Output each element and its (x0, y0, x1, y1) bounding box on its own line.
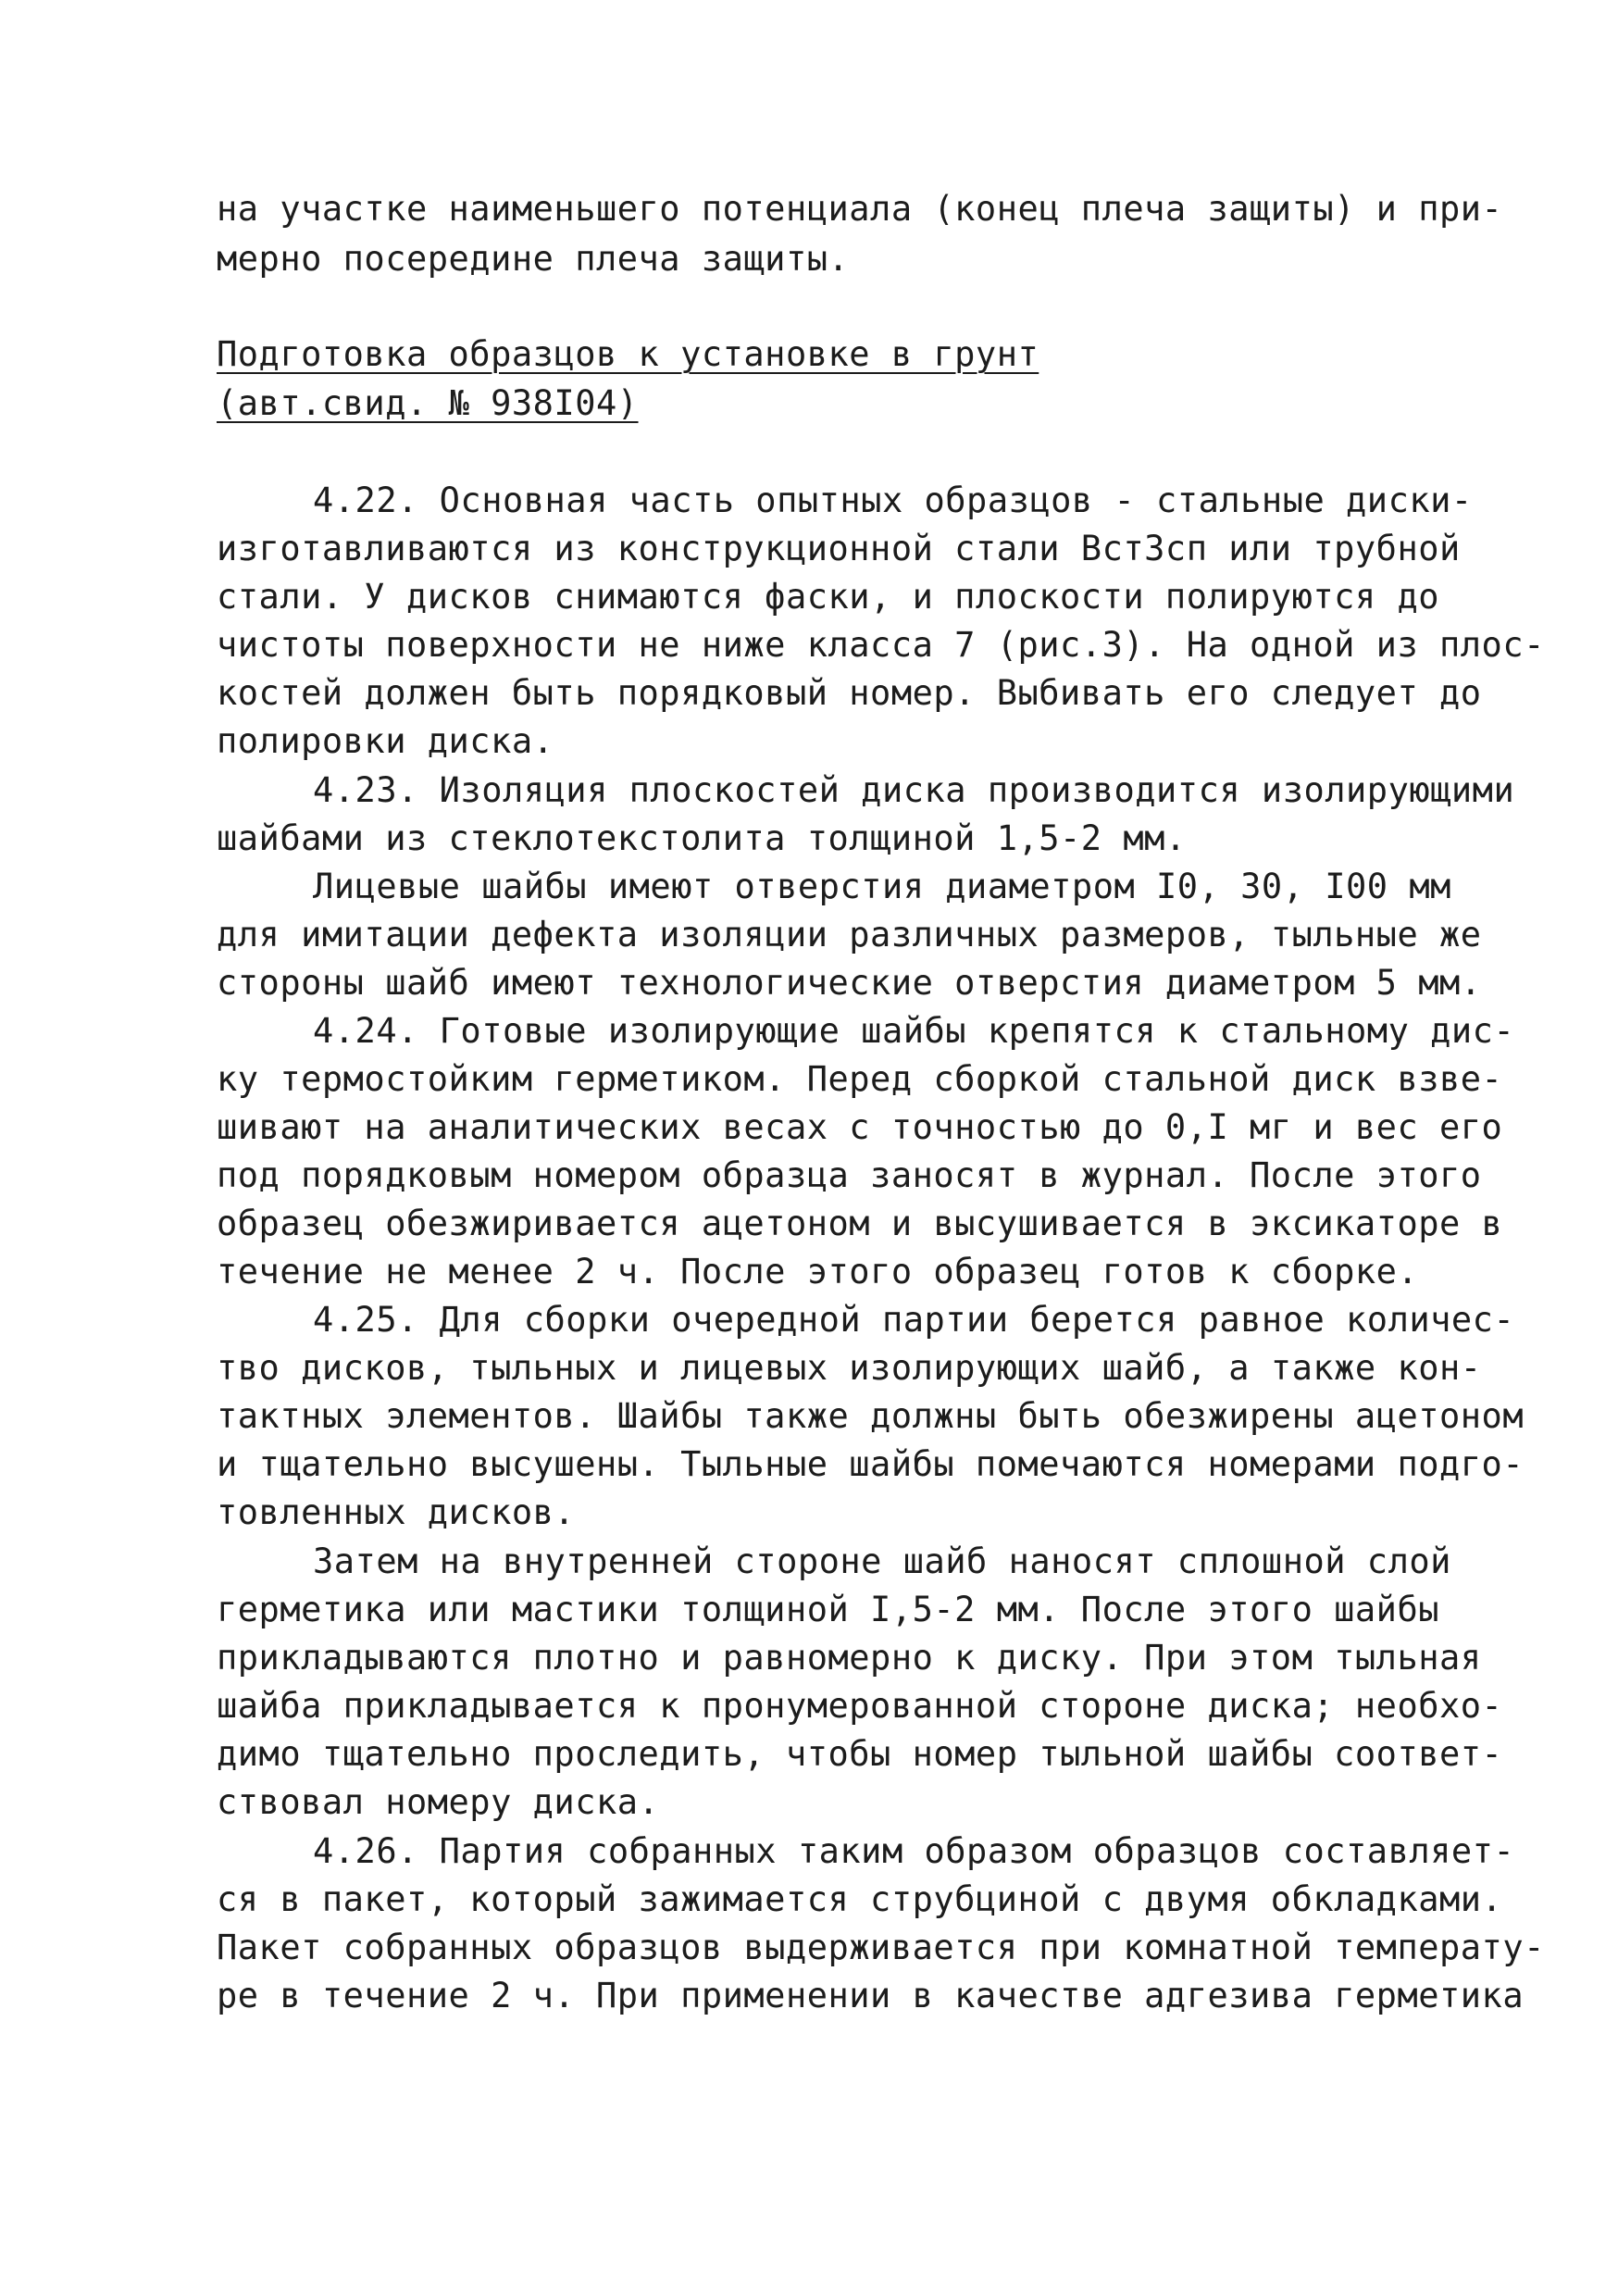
paragraph-4-26-line: ре в течение 2 ч. При применении в качестве адгезива герметика (217, 1976, 1525, 2015)
paragraph-4-25-line: товленных дисков. (217, 1492, 576, 1532)
section-heading-reference: (авт.свид. № 938I04) (217, 383, 639, 423)
text-line: мерно посередине плеча защиты. (217, 239, 850, 279)
paragraph-4-23-line: Лицевые шайбы имеют отверстия диаметром I0, 30, I00 мм (313, 867, 1451, 906)
paragraph-4-24-line: под порядковым номером образца заносят в журнал. После этого (217, 1155, 1482, 1195)
paragraph-assembly-line: ствовал номеру диска. (217, 1782, 660, 1822)
paragraph-4-22-line: полировки диска. (217, 721, 554, 761)
paragraph-4-23-line: для имитации дефекта изоляции различных размеров, тыльные же (217, 915, 1482, 955)
paragraph-assembly-line: Затем на внутренней стороне шайб наносят сплошной слой (313, 1541, 1451, 1581)
paragraph-4-22-line: стали. У дисков снимаются фаски, и плоскости полируются до (217, 577, 1440, 617)
paragraph-4-25-line: и тщательно высушены. Тыльные шайбы помечаются номерами подго- (217, 1444, 1525, 1484)
paragraph-4-24-line: течение не менее 2 ч. После этого образец готов к сборке. (217, 1252, 1419, 1292)
paragraph-4-24-line: ку термостойким герметиком. Перед сборкой стальной диск взве- (217, 1059, 1503, 1099)
paragraph-4-25-line: тактных элементов. Шайбы также должны быть обезжирены ацетоном (217, 1396, 1525, 1436)
paragraph-assembly-line: шайба прикладывается к пронумерованной стороне диска; необхо- (217, 1686, 1503, 1726)
paragraph-4-26-line: ся в пакет, который зажимается струбциной с двумя обкладками. (217, 1879, 1503, 1919)
paragraph-assembly-line: герметика или мастики толщиной I,5-2 мм. После этого шайбы (217, 1590, 1440, 1629)
paragraph-4-22-line: 4.22. Основная часть опытных образцов - стальные диски- (313, 480, 1473, 520)
section-heading: Подготовка образцов к установке в грунт (217, 334, 1039, 374)
paragraph-4-22-line: изготавливаются из конструкционной стали ВстЗсп или трубной (217, 529, 1461, 568)
paragraph-4-24-line: шивают на аналитических весах с точностью до 0,I мг и вес его (217, 1107, 1503, 1147)
paragraph-4-26-line: 4.26. Партия собранных таким образом образцов составляет- (313, 1831, 1515, 1871)
paragraph-4-22-line: чистоты поверхности не ниже класса 7 (рис.3). На одной из плос- (217, 625, 1545, 665)
text-line: на участке наименьшего потенциала (конец плеча защиты) и при- (217, 189, 1503, 229)
paragraph-4-25-line: тво дисков, тыльных и лицевых изолирующих шайб, а также кон- (217, 1348, 1482, 1388)
paragraph-4-23-line: 4.23. Изоляция плоскостей диска производится изолирующими (313, 770, 1515, 810)
paragraph-4-26-line: Пакет собранных образцов выдерживается при комнатной температу- (217, 1928, 1545, 1967)
paragraph-assembly-line: прикладываются плотно и равномерно к диску. При этом тыльная (217, 1638, 1482, 1678)
paragraph-assembly-line: димо тщательно проследить, чтобы номер тыльной шайбы соответ- (217, 1734, 1503, 1774)
paragraph-4-25-line: 4.25. Для сборки очередной партии берется равное количес- (313, 1300, 1515, 1340)
paragraph-4-24-line: образец обезжиривается ацетоном и высушивается в эксикаторе в (217, 1204, 1503, 1243)
paragraph-4-22-line: костей должен быть порядковый номер. Выбивать его следует до (217, 673, 1482, 713)
paragraph-4-23-line: шайбами из стеклотекстолита толщиной 1,5-2 мм. (217, 818, 1187, 858)
paragraph-4-24-line: 4.24. Готовые изолирующие шайбы крепятся к стальному дис- (313, 1011, 1515, 1051)
paragraph-4-23-line: стороны шайб имеют технологические отверстия диаметром 5 мм. (217, 963, 1482, 1003)
